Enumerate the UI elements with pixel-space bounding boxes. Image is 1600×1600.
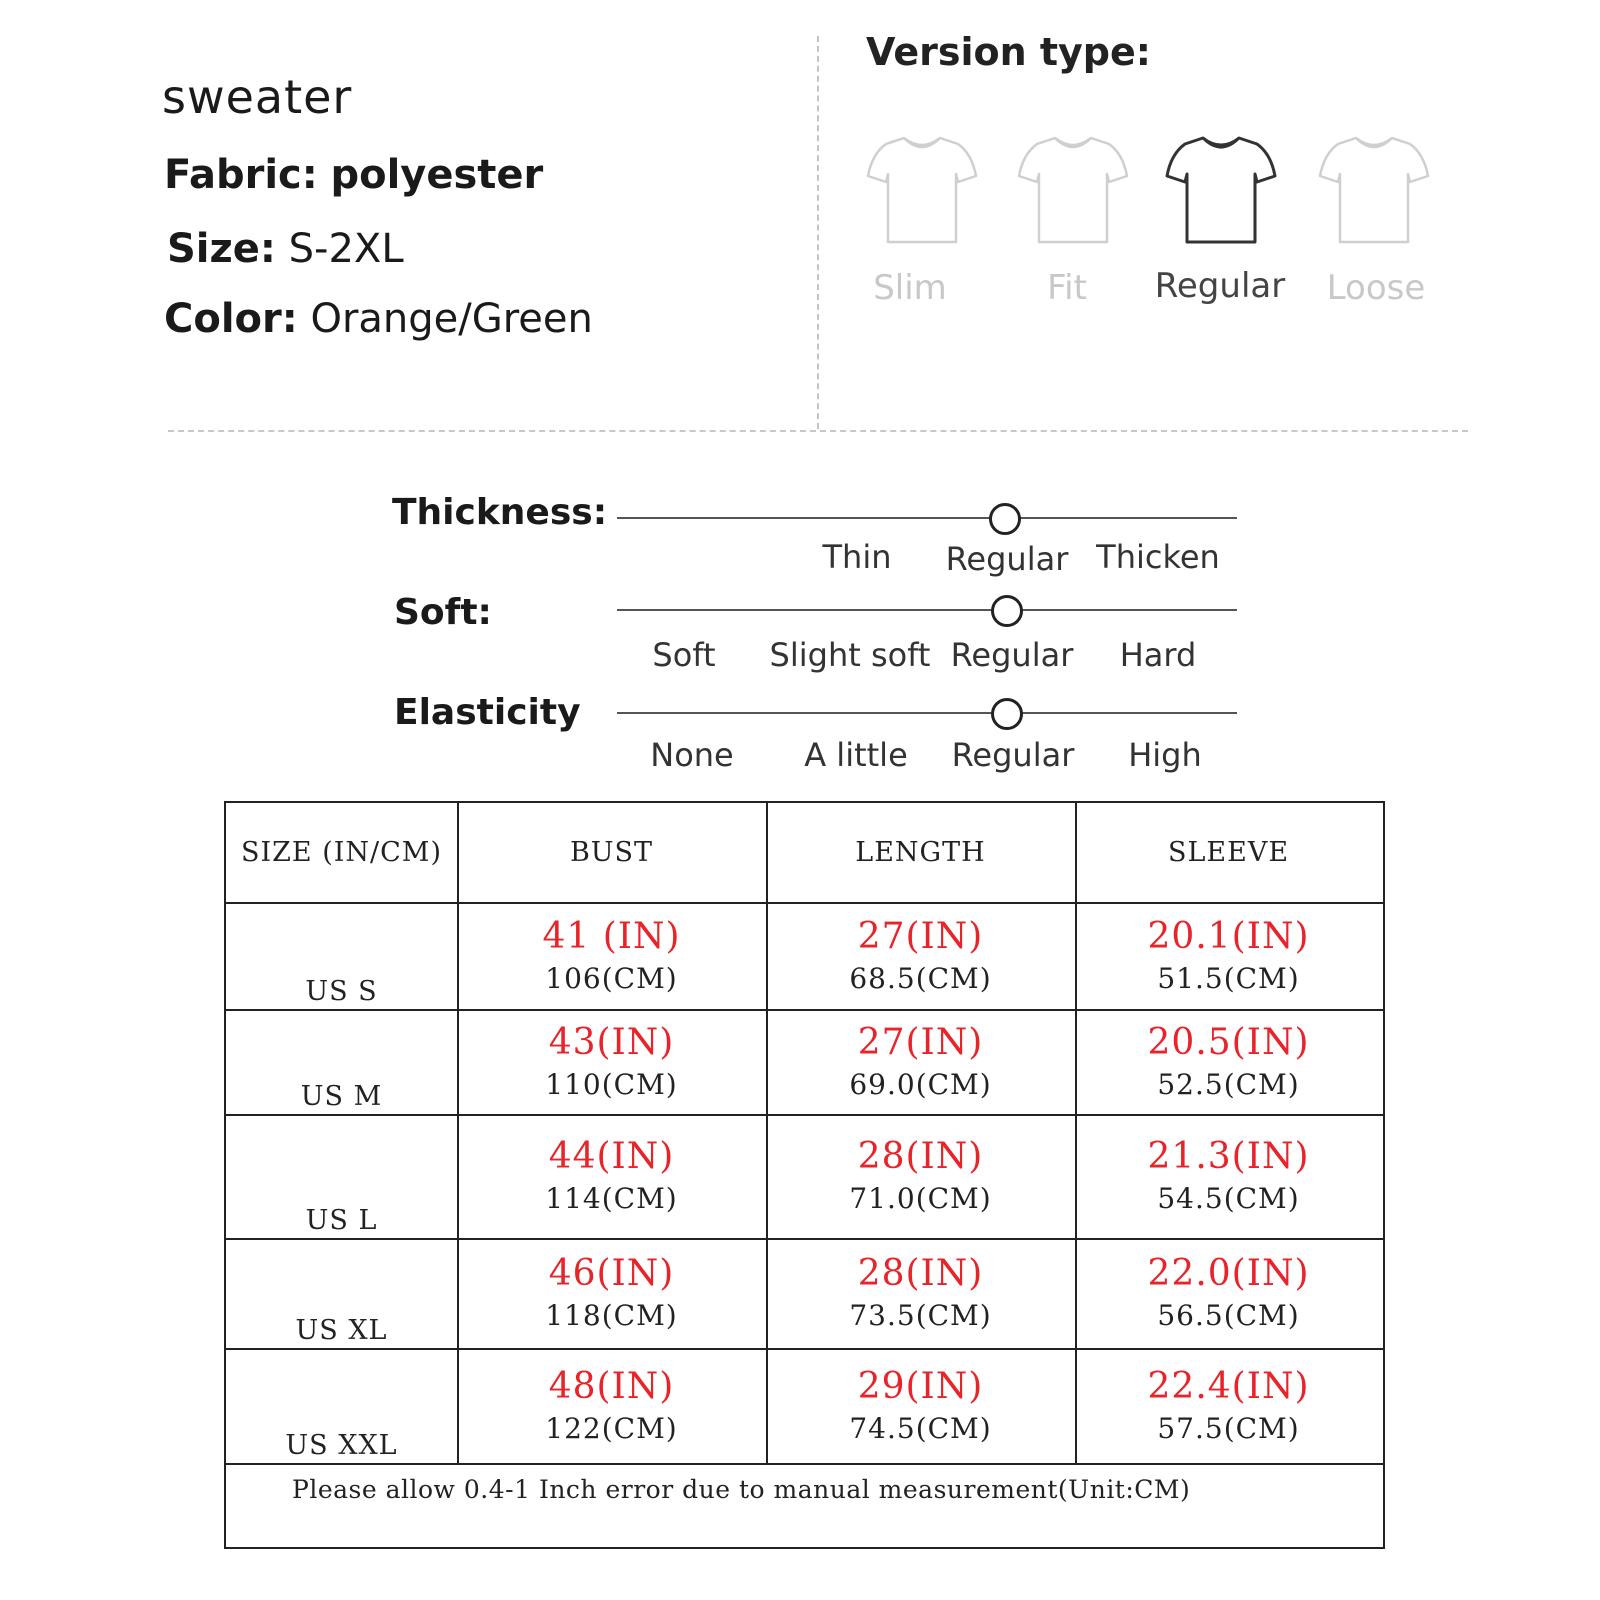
elasticity-option: High <box>1128 736 1202 774</box>
inch-value: 43(IN) <box>548 1021 675 1063</box>
cm-value: 68.5(CM) <box>849 961 992 995</box>
fabric-label: Fabric: <box>164 152 318 198</box>
measurement-cell <box>457 1348 766 1463</box>
measurement-cell <box>457 1238 766 1348</box>
inch-value: 22.4(IN) <box>1147 1365 1310 1407</box>
inch-value: 20.1(IN) <box>1147 915 1310 957</box>
version-option-label: Loose <box>1326 268 1426 308</box>
measurement-cell <box>1075 1238 1382 1348</box>
table-header-cell: SIZE (IN/CM) <box>241 837 442 868</box>
inch-value: 27(IN) <box>857 1021 984 1063</box>
horizontal-divider <box>168 430 1468 432</box>
size-row-label: US L <box>305 1205 378 1236</box>
thickness-option: Thicken <box>1096 538 1220 576</box>
soft-option: Soft <box>652 636 716 674</box>
inch-value: 22.0(IN) <box>1147 1253 1310 1294</box>
inch-value: 41 (IN) <box>542 915 681 957</box>
cm-value: 114(CM) <box>545 1182 678 1215</box>
table-row-divider <box>226 1463 1383 1465</box>
measurement-cell <box>457 902 766 1009</box>
elasticity-label: Elasticity <box>394 692 581 733</box>
size-label: Size: <box>167 226 276 272</box>
inch-value: 29(IN) <box>857 1365 984 1407</box>
cm-value: 118(CM) <box>545 1299 678 1332</box>
inch-value: 27(IN) <box>857 915 984 957</box>
inch-value: 48(IN) <box>548 1365 675 1407</box>
thickness-option: Thin <box>822 538 892 576</box>
size-value: S-2XL <box>288 226 404 272</box>
product-name: sweater <box>162 70 353 124</box>
table-header-cell: LENGTH <box>855 837 986 868</box>
measurement-cell <box>766 1009 1075 1114</box>
version-type-title: Version type: <box>866 30 1151 74</box>
size-row-label: US M <box>300 1081 383 1112</box>
table-header-cell: BUST <box>569 837 654 868</box>
inch-value: 28(IN) <box>857 1253 984 1294</box>
version-option-label: Regular <box>1154 266 1286 306</box>
size-row-label: US S <box>305 976 378 1007</box>
inch-value: 20.5(IN) <box>1147 1021 1310 1063</box>
color-label: Color: <box>164 296 298 342</box>
cm-value: 69.0(CM) <box>849 1067 992 1101</box>
version-option-label: Fit <box>1047 268 1087 308</box>
elasticity-knob <box>991 698 1023 730</box>
thickness-scale <box>617 517 1237 519</box>
inch-value: 44(IN) <box>548 1136 675 1177</box>
elasticity-option: A little <box>804 736 908 774</box>
measurement-cell <box>457 1114 766 1238</box>
table-header-cell: SLEEVE <box>1167 837 1290 868</box>
measurement-cell <box>1075 902 1382 1009</box>
measurement-note: Please allow 0.4-1 Inch error due to manual measurement(Unit:CM) <box>292 1475 1191 1504</box>
thickness-knob <box>989 503 1021 535</box>
cm-value: 73.5(CM) <box>849 1299 992 1332</box>
cm-value: 51.5(CM) <box>1157 961 1300 995</box>
cm-value: 122(CM) <box>545 1411 678 1445</box>
tshirt-icon <box>1017 132 1129 250</box>
soft-option: Hard <box>1119 636 1197 674</box>
measurement-cell <box>1075 1114 1382 1238</box>
cm-value: 74.5(CM) <box>849 1411 992 1445</box>
cm-value: 52.5(CM) <box>1157 1067 1300 1101</box>
tshirt-icon <box>1165 132 1277 250</box>
thickness-option: Regular <box>945 540 1069 578</box>
measurement-cell <box>766 1114 1075 1238</box>
soft-option: Slight soft <box>769 636 931 674</box>
measurement-cell <box>1075 1348 1382 1463</box>
measurement-cell <box>457 1009 766 1114</box>
soft-knob <box>991 595 1023 627</box>
color-value: Orange/Green <box>310 296 593 342</box>
vertical-divider <box>817 36 819 429</box>
cm-value: 57.5(CM) <box>1157 1411 1300 1445</box>
size-row-label: US XXL <box>285 1430 398 1461</box>
tshirt-icon <box>866 132 978 250</box>
elasticity-option: None <box>650 736 734 774</box>
size-line <box>167 226 404 272</box>
cm-value: 106(CM) <box>545 961 678 995</box>
thickness-label: Thickness: <box>392 492 608 533</box>
measurement-cell <box>766 902 1075 1009</box>
cm-value: 54.5(CM) <box>1157 1182 1300 1215</box>
measurement-cell <box>1075 1009 1382 1114</box>
fabric-value: polyester <box>330 152 544 198</box>
soft-label: Soft: <box>394 592 492 633</box>
inch-value: 46(IN) <box>548 1253 675 1294</box>
elasticity-scale <box>617 712 1237 714</box>
tshirt-icon <box>1318 132 1430 250</box>
cm-value: 71.0(CM) <box>849 1182 992 1215</box>
fabric-line <box>164 152 543 198</box>
size-row-label: US XL <box>295 1315 388 1346</box>
inch-value: 21.3(IN) <box>1147 1136 1310 1177</box>
measurement-cell <box>766 1238 1075 1348</box>
size-table <box>224 801 1385 1549</box>
measurement-cell <box>766 1348 1075 1463</box>
cm-value: 110(CM) <box>545 1067 678 1101</box>
cm-value: 56.5(CM) <box>1157 1299 1300 1332</box>
color-line <box>164 296 593 342</box>
elasticity-option: Regular <box>951 736 1075 774</box>
inch-value: 28(IN) <box>857 1136 984 1177</box>
soft-option: Regular <box>950 636 1074 674</box>
version-option-label: Slim <box>873 268 947 308</box>
soft-scale <box>617 609 1237 611</box>
